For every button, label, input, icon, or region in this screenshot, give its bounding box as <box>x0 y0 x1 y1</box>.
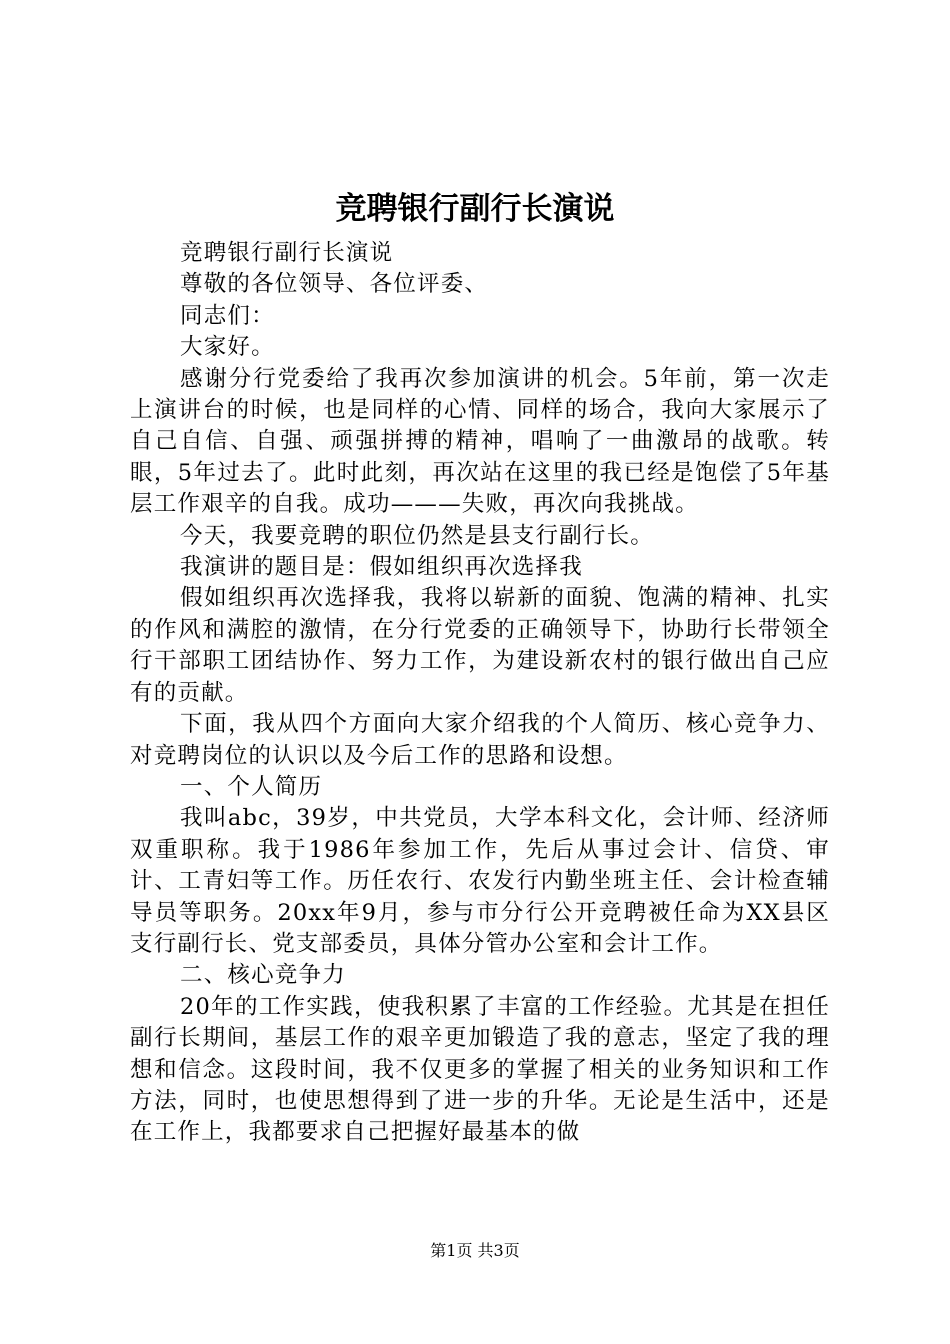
paragraph-salutation-comrades: 同志们： <box>180 302 275 329</box>
paragraph-topic: 我演讲的题目是：假如组织再次选择我 <box>180 554 583 581</box>
paragraph-greeting: 大家好。 <box>180 334 275 361</box>
page-footer: 第1页 共3页 <box>430 1241 520 1260</box>
document-body <box>130 238 830 1149</box>
paragraph-resume: 我叫abc，39岁，中共党员，大学本科文化，会计师、经济师双重职称。我于1986年参加工作，先后从事过会计、信贷、审计、工青妇等工作。历任农行、农发行内勤坐班主任、会计检查辅导员等职务。20xx年9月，参与市分行公开竞聘被任命为XX县区支行副行长、党支部委员，具体分管办公室和会计工作。 <box>130 805 830 957</box>
paragraph-salutation: 尊敬的各位领导、各位评委、 <box>180 271 489 298</box>
paragraph-outline: 下面，我从四个方面向大家介绍我的个人简历、核心竞争力、对竞聘岗位的认识以及今后工作的思路和设想。 <box>130 711 830 769</box>
paragraph-thanks: 感谢分行党委给了我再次参加演讲的机会。5年前，第一次走上演讲台的时候，也是同样的心情、同样的场合，我向大家展示了自己自信、自强、顽强拼搏的精神，唱响了一曲激昂的战歌。转眼，5年过去了。此时此刻，再次站在这里的我已经是饱偿了5年基层工作艰辛的自我。成功———失败，再次向我挑战。 <box>130 365 830 518</box>
paragraph-pledge: 假如组织再次选择我，我将以崭新的面貌、饱满的精神、扎实的作风和满腔的激情，在分行党委的正确领导下，协助行长带领全行干部职工团结协作、努力工作，为建设新农村的银行做出自己应有的贡献。 <box>130 585 830 706</box>
paragraph-position: 今天，我要竞聘的职位仍然是县支行副行长。 <box>180 522 655 549</box>
section-heading-competitiveness: 二、核心竞争力 <box>180 962 346 989</box>
section-heading-resume: 一、个人简历 <box>180 773 323 800</box>
paragraph-experience: 20年的工作实践，使我积累了丰富的工作经验。尤其是在担任副行长期间，基层工作的艰辛更加锻造了我的意志，坚定了我的理想和信念。这段时间，我不仅更多的掌握了相关的业务知识和工作方法，同时，也使思想得到了进一步的升华。无论是生活中，还是在工作上，我都要求自己把握好最基本的做 <box>130 993 830 1146</box>
document-title: 竞聘银行副行长演说 <box>335 191 615 227</box>
paragraph-heading-repeat: 竞聘银行副行长演说 <box>180 240 394 266</box>
